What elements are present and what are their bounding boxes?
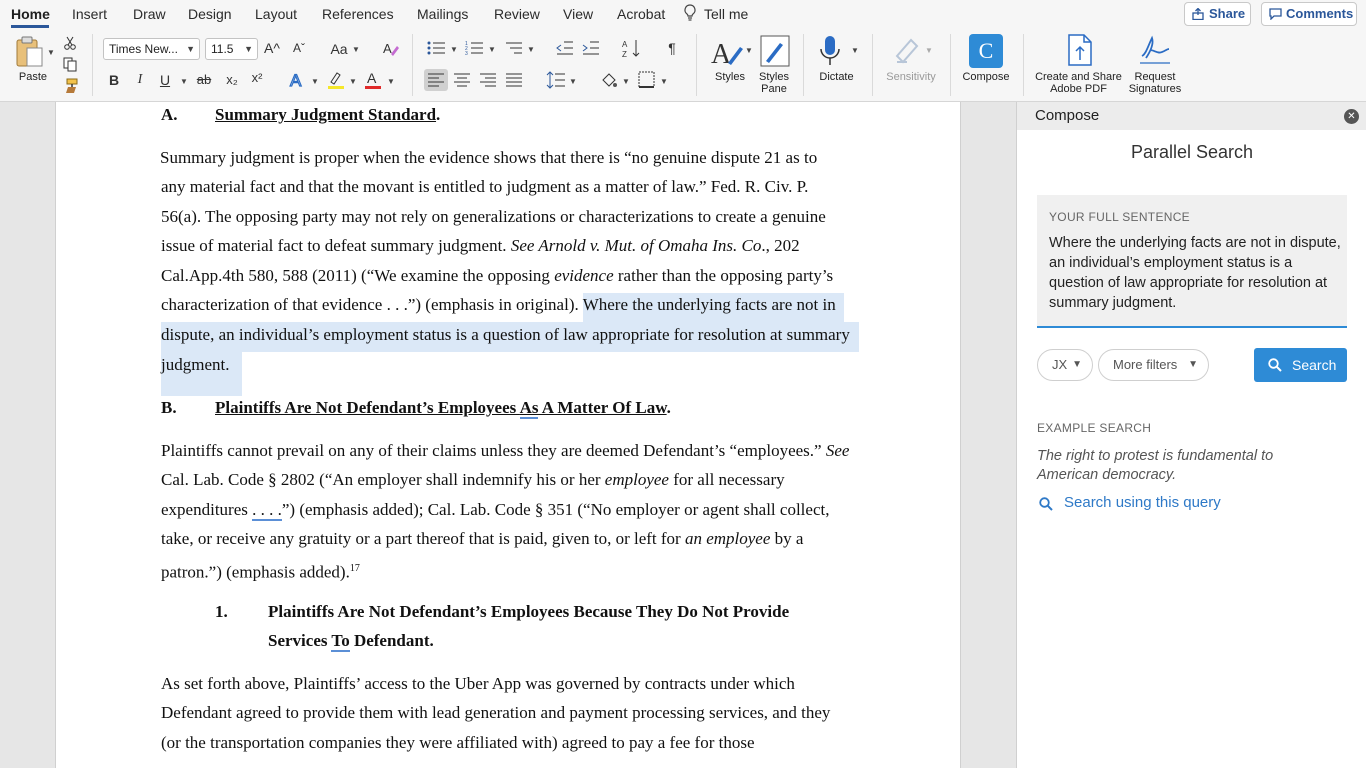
full-sentence-box[interactable]	[1037, 195, 1347, 328]
clear-formatting-icon[interactable]	[383, 40, 400, 57]
shrink-font-icon[interactable]: Aˇ	[293, 41, 305, 55]
sort-icon[interactable]	[622, 38, 642, 58]
styles-pane-label-1: Styles	[759, 71, 789, 83]
search-using-query-label: Search using this query	[1064, 494, 1221, 511]
borders-icon[interactable]	[638, 71, 655, 88]
align-left-button[interactable]	[424, 69, 448, 91]
microphone-icon[interactable]	[819, 35, 841, 67]
selected-text: judgment.	[161, 355, 230, 374]
font-size-value: 11.5	[211, 42, 234, 56]
search-using-query-link[interactable]	[1039, 494, 1221, 511]
styles-pane-icon[interactable]	[760, 35, 790, 67]
subscript-button[interactable]: x₂	[226, 72, 238, 87]
request-signatures-icon[interactable]	[1138, 34, 1172, 66]
borders-caret[interactable]: ▼	[660, 77, 668, 86]
tab-layout[interactable]: Layout	[255, 6, 298, 22]
body-line: (or the transportation companies they were affiliated with) agreed to pay a fee for those	[161, 733, 755, 752]
increase-indent-icon[interactable]	[582, 40, 600, 56]
body-line: Summary judgment is proper when the evidence shows that there is “no genuine dispute 21 as to	[160, 148, 818, 167]
font-size-combo[interactable]	[205, 38, 258, 60]
create-share-label-1: Create and Share	[1035, 71, 1122, 83]
heading-a-number: A.	[161, 105, 178, 124]
jurisdiction-filter[interactable]	[1037, 349, 1093, 381]
underline-button[interactable]: U	[159, 72, 171, 88]
comments-button[interactable]	[1261, 2, 1357, 26]
svg-text:A: A	[622, 40, 628, 49]
cut-icon[interactable]	[63, 36, 77, 50]
chevron-down-icon: ▼	[244, 44, 253, 54]
share-label: Share	[1209, 6, 1246, 21]
more-filters-button[interactable]	[1098, 349, 1209, 381]
styles-icon[interactable]	[710, 35, 744, 69]
body-line: As set forth above, Plaintiffs’ access to the Uber App was governed by contracts under which	[161, 674, 795, 693]
svg-text:A: A	[711, 39, 732, 69]
share-button[interactable]	[1184, 2, 1251, 26]
bold-button[interactable]: B	[108, 72, 120, 88]
ribbon-separator	[950, 34, 951, 96]
tab-draw[interactable]: Draw	[133, 6, 166, 22]
numbering-icon[interactable]	[465, 40, 485, 56]
numbering-caret[interactable]: ▼	[488, 45, 496, 54]
change-case-caret[interactable]: ▼	[352, 45, 360, 54]
ribbon-separator	[803, 34, 804, 96]
spelling-flag: . . . .	[252, 500, 282, 519]
more-filters-label: More filters	[1113, 357, 1178, 372]
line-spacing-caret[interactable]: ▼	[569, 77, 577, 86]
body-line: Plaintiffs cannot prevail on any of their claims unless they are deemed Defendant’s “employees.” See	[161, 441, 850, 460]
tab-insert[interactable]: Insert	[72, 6, 108, 22]
paste-label: Paste	[18, 71, 48, 83]
sensitivity-icon[interactable]	[893, 36, 921, 64]
svg-text:A: A	[367, 70, 377, 86]
body-line: patron.”) (emphasis added).$^{17}$	[161, 562, 360, 582]
share-icon	[1192, 8, 1204, 20]
multilevel-list-icon[interactable]	[504, 40, 524, 56]
heading-1-number: 1.	[215, 602, 228, 621]
svg-text:1: 1	[465, 41, 468, 47]
paste-dropdown-caret[interactable]: ▼	[47, 48, 55, 57]
sensitivity-caret[interactable]: ▼	[925, 46, 933, 55]
chevron-down-icon: ▼	[1072, 359, 1082, 370]
pilcrow-icon[interactable]: ¶	[668, 40, 676, 56]
pane-title: Compose	[1035, 107, 1100, 124]
tab-design[interactable]: Design	[188, 6, 232, 22]
example-search-text: The right to protest is fundamental to American democracy.	[1037, 448, 1274, 483]
text-effects-icon[interactable]	[289, 71, 307, 89]
pane-header	[1017, 102, 1366, 130]
chevron-down-icon: ▼	[1188, 359, 1198, 370]
align-right-icon[interactable]	[480, 73, 496, 87]
search-button[interactable]	[1254, 348, 1347, 382]
tab-home[interactable]: Home	[11, 6, 50, 22]
comments-label: Comments	[1286, 6, 1354, 21]
ribbon-separator	[696, 34, 697, 96]
close-icon[interactable]: ✕	[1344, 109, 1359, 124]
superscript-button[interactable]: x²	[251, 70, 263, 85]
svg-text:Z: Z	[622, 50, 627, 58]
compose-letter: C	[978, 38, 994, 63]
request-sig-label-1: Request	[1134, 71, 1176, 83]
tab-view[interactable]: View	[563, 6, 594, 22]
svg-text:A: A	[290, 71, 302, 89]
ribbon-separator	[1023, 34, 1024, 96]
ribbon-separator	[872, 34, 873, 96]
svg-text:2: 2	[465, 46, 468, 52]
change-case-icon[interactable]: Aa	[330, 41, 348, 57]
body-line: any material fact and that the movant is entitled to judgment as a matter of law.” Fed. R. Civ. P.	[161, 177, 809, 196]
request-sig-label-2: Signatures	[1128, 83, 1182, 95]
jx-label: JX	[1052, 357, 1068, 372]
shading-icon[interactable]	[600, 71, 618, 89]
italic-button[interactable]: I	[137, 72, 143, 87]
comment-icon	[1269, 8, 1282, 20]
heading-1: Plaintiffs Are Not Defendant’s Employees Because They Do Not Provide	[268, 602, 790, 621]
document-canvas	[0, 102, 1016, 768]
body-line: take, or receive any gratuity or a part thereof that is paid, given to, or left for an employee by a	[161, 529, 804, 548]
adobe-pdf-share-icon[interactable]	[1066, 34, 1094, 66]
heading-b: Plaintiffs Are Not Defendant’s Employees As A Matter Of Law.	[215, 398, 671, 417]
body-line: issue of material fact to defeat summary judgment. See Arnold v. Mut. of Omaha Ins. Co., 202	[161, 236, 800, 255]
create-share-label-2: Adobe PDF	[1050, 83, 1107, 95]
ribbon-separator	[92, 34, 93, 96]
sensitivity-label: Sensitivity	[886, 71, 936, 83]
grow-font-icon[interactable]: A^	[264, 40, 280, 56]
tab-review[interactable]: Review	[494, 6, 540, 22]
search-icon	[1268, 358, 1282, 372]
ribbon-separator	[412, 34, 413, 96]
lightbulb-icon	[683, 4, 697, 22]
strikethrough-button[interactable]: ab	[196, 72, 212, 87]
selected-text: Where the underlying facts are not in	[582, 295, 836, 314]
align-center-icon[interactable]	[454, 73, 470, 87]
document-page[interactable]	[55, 102, 961, 768]
home-ribbon	[0, 28, 1366, 102]
body-line: Defendant agreed to provide them with lead generation and payment processing services, and they	[161, 703, 831, 722]
dictate-label: Dictate	[819, 71, 854, 83]
underline-caret[interactable]: ▼	[180, 77, 188, 86]
styles-pane-label-2: Pane	[761, 83, 787, 95]
compose-pane	[1016, 102, 1366, 768]
search-label: Search	[1292, 357, 1337, 373]
text-effects-caret[interactable]: ▼	[311, 77, 319, 86]
font-color-icon[interactable]	[364, 70, 382, 90]
heading-b-number: B.	[161, 398, 177, 417]
heading-1: Services To Defendant.	[268, 631, 434, 650]
format-painter-icon[interactable]	[62, 78, 79, 94]
body-line: 56(a). The opposing party may not rely on generalizations or characterizations to create a genuine	[161, 207, 826, 226]
font-color-caret[interactable]: ▼	[387, 77, 395, 86]
compose-label: Compose	[962, 71, 1010, 83]
body-line: Cal.App.4th 580, 588 (2011) (“We examine the opposing evidence rather than the opposing party’s	[161, 266, 834, 285]
decrease-indent-icon[interactable]	[556, 40, 574, 56]
styles-caret[interactable]: ▼	[745, 46, 753, 55]
sentence-text: Where the underlying facts are not in dispute, an individual’s employment status is a question of law appropriate for resolution at summary judgment.	[1049, 235, 1341, 311]
heading-a: Summary Judgment Standard.	[215, 105, 441, 124]
tab-references[interactable]: References	[322, 6, 394, 22]
chevron-down-icon: ▼	[186, 44, 195, 54]
dictate-caret[interactable]: ▼	[851, 46, 859, 55]
body-line: characterization of that evidence . . .”) (emphasis in original). Where the underlying facts are not in	[161, 295, 836, 314]
tab-mailings[interactable]: Mailings	[417, 6, 469, 22]
selected-text: dispute, an individual’s employment status is a question of law appropriate for resolution at summary	[161, 325, 850, 344]
shading-caret[interactable]: ▼	[622, 77, 630, 86]
bullets-caret[interactable]: ▼	[450, 45, 458, 54]
highlight-caret[interactable]: ▼	[349, 77, 357, 86]
font-name-combo[interactable]	[103, 38, 200, 60]
compose-icon[interactable]	[969, 34, 1003, 68]
align-left-icon	[428, 73, 444, 87]
body-line: expenditures . . . .”) (emphasis added); Cal. Lab. Code § 351 (“No employer or agent shall collect,	[161, 500, 830, 519]
copy-icon[interactable]	[63, 57, 78, 72]
paste-icon[interactable]	[15, 36, 45, 68]
justify-icon[interactable]	[506, 73, 522, 87]
example-search-label: EXAMPLE SEARCH	[1037, 421, 1152, 435]
tell-me-search[interactable]: Tell me	[704, 6, 749, 22]
line-spacing-icon[interactable]	[546, 71, 566, 89]
styles-label: Styles	[715, 71, 745, 83]
tab-acrobat[interactable]: Acrobat	[617, 6, 666, 22]
highlight-icon[interactable]	[326, 70, 346, 90]
multilevel-caret[interactable]: ▼	[527, 45, 535, 54]
sentence-label: YOUR FULL SENTENCE	[1049, 210, 1190, 224]
svg-text:3: 3	[465, 51, 468, 56]
svg-text:A: A	[383, 41, 392, 56]
font-name-value: Times New...	[109, 42, 178, 56]
search-icon	[1039, 497, 1053, 511]
bullets-icon[interactable]	[427, 40, 447, 56]
footnote-ref: 17	[349, 563, 360, 574]
ribbon-tab-bar	[0, 0, 1366, 28]
body-line: Cal. Lab. Code § 2802 (“An employer shall indemnify his or her employee for all necessary	[161, 470, 785, 489]
parallel-search-title: Parallel Search	[1130, 142, 1254, 162]
